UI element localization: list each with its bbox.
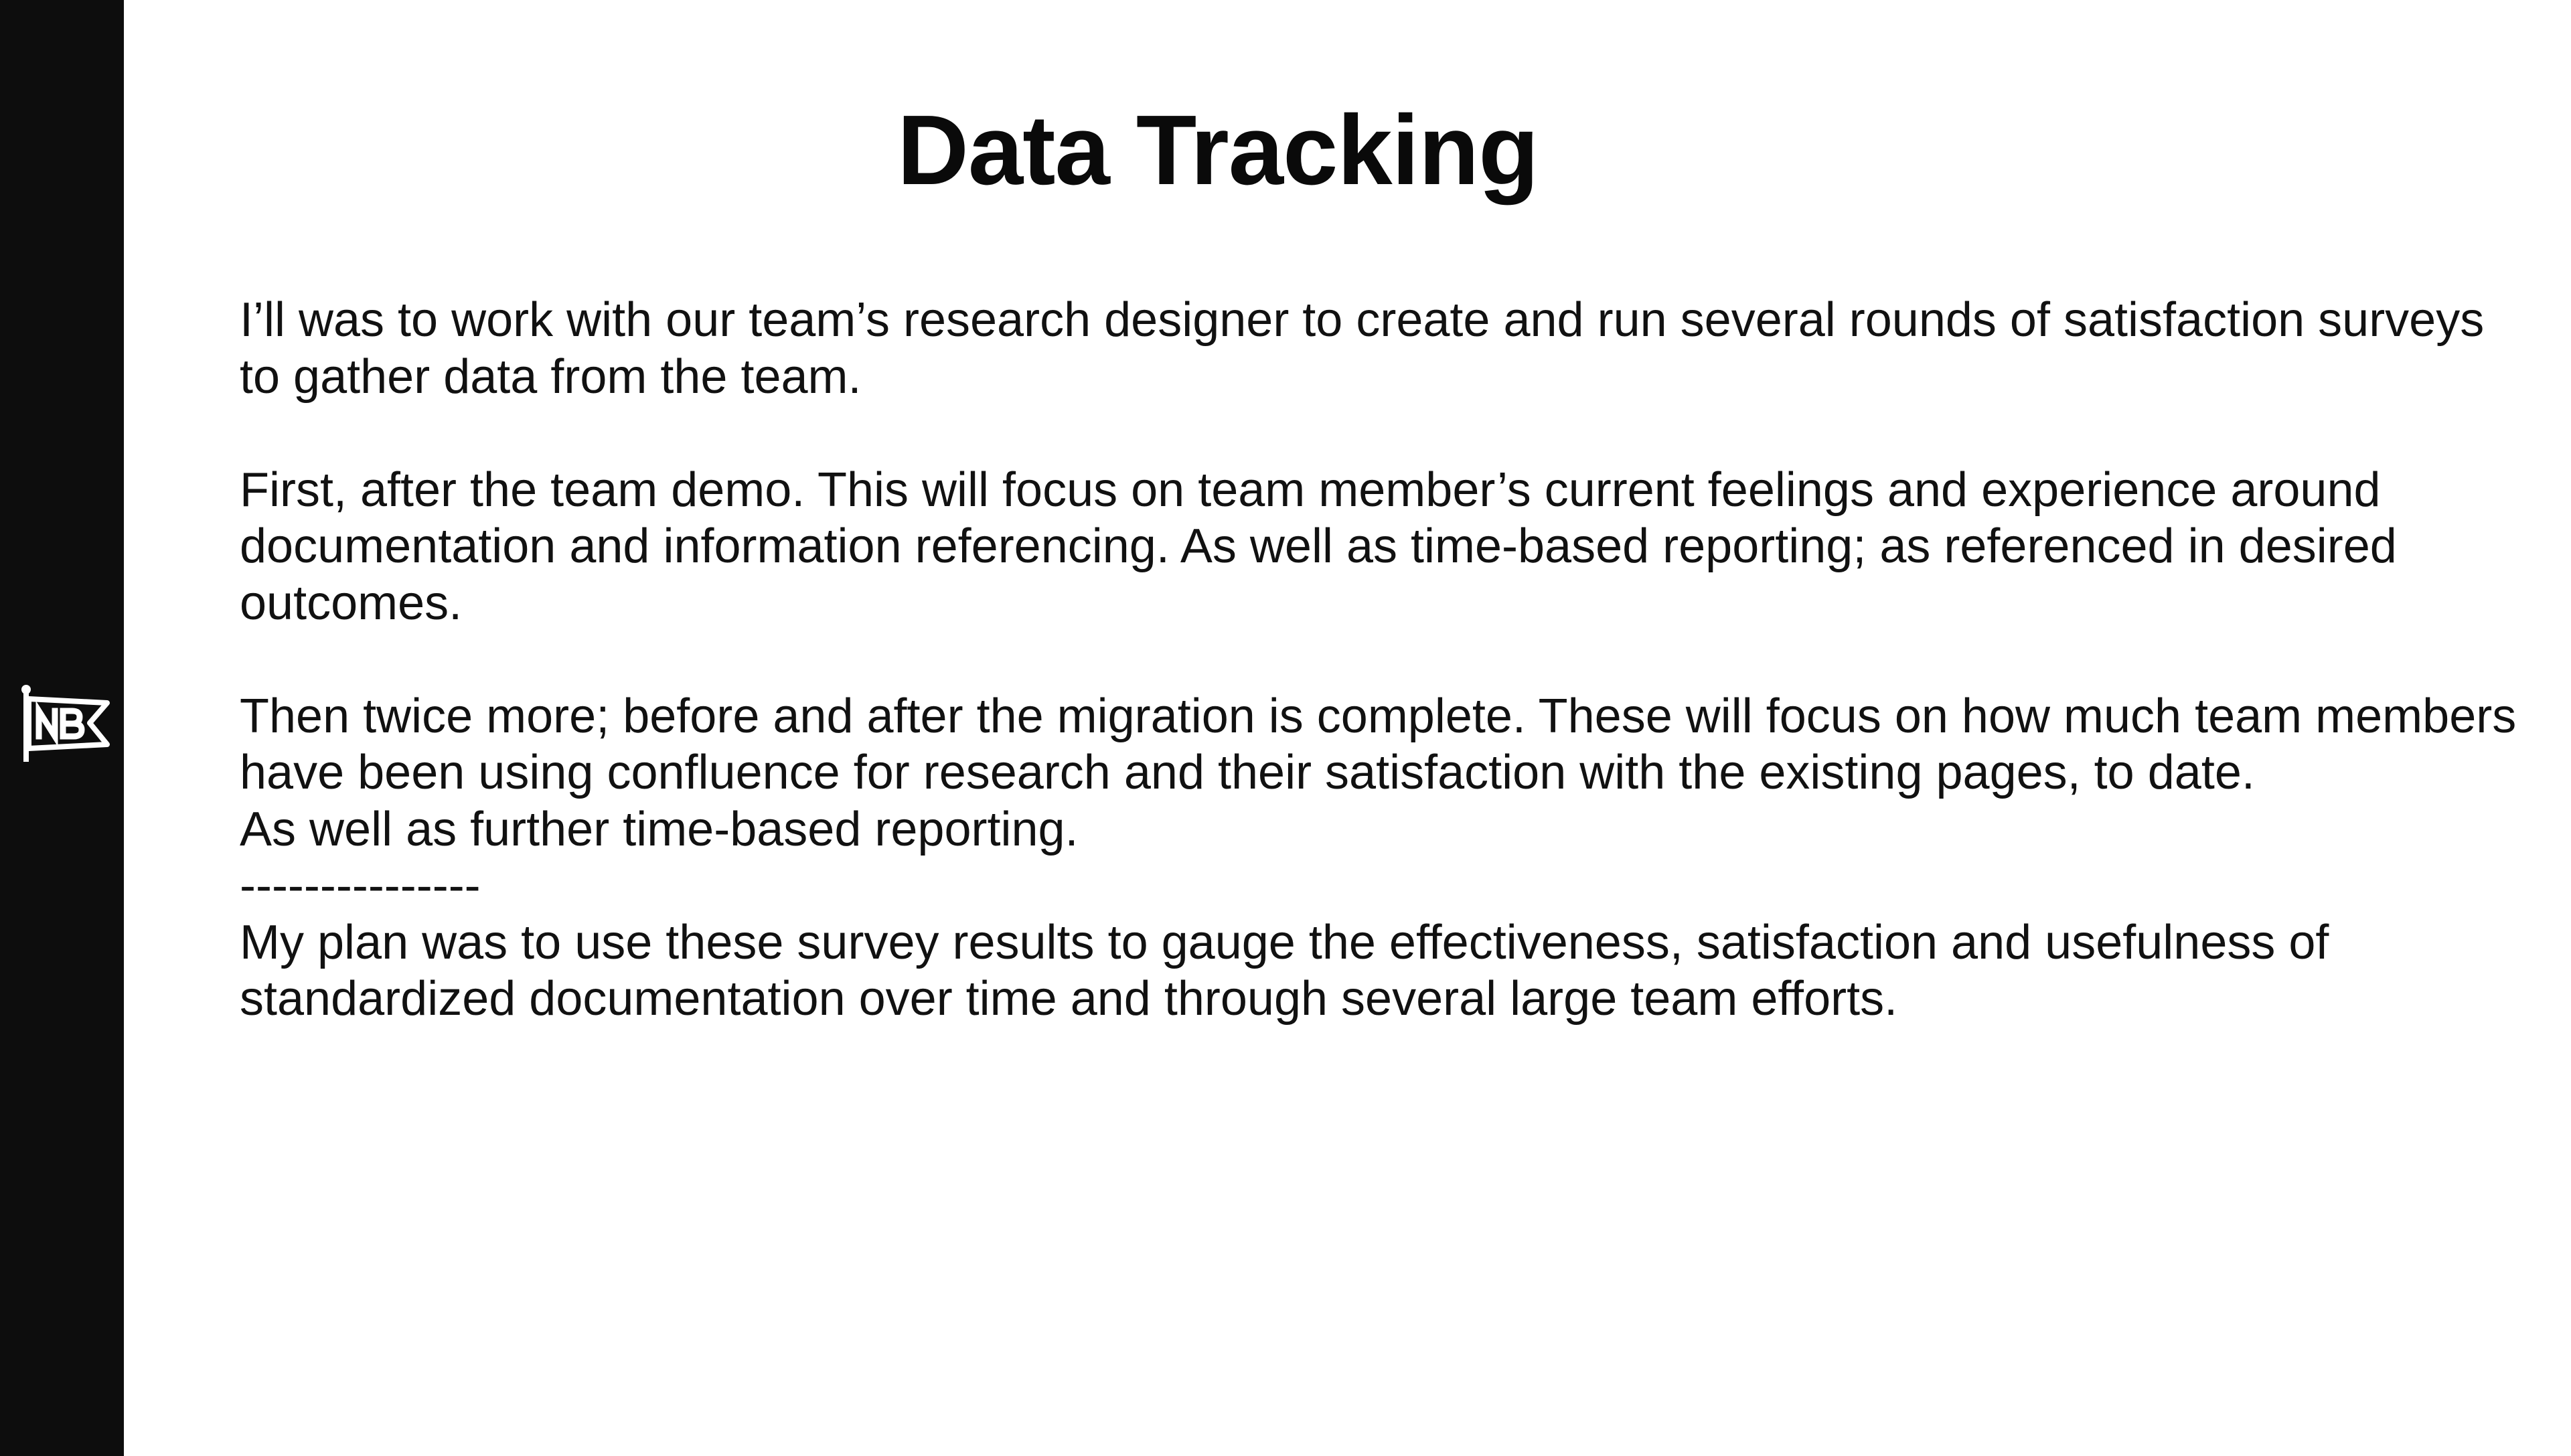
paragraph-spacer xyxy=(240,631,2503,688)
then-line-1: Then twice more; before and after the migration is complete. These will focus on how much team members xyxy=(240,689,2517,743)
plan-line-2: standardized documentation over time and through several large team efforts. xyxy=(240,972,1898,1026)
slide-title: Data Tracking xyxy=(897,95,1539,206)
first-line-2: documentation and information referencing. As well as time-based reporting; as referenced in desired xyxy=(240,519,2397,573)
slide-body xyxy=(240,292,2517,1028)
nb-flag-logo-icon xyxy=(15,683,112,763)
intro-line-1: I’ll was to work with our team’s research designer to create and run several rounds of satisfaction surveys xyxy=(240,293,2485,347)
then-line-2: have been using confluence for research and their satisfaction with the existing pages, to date. xyxy=(240,746,2255,799)
left-sidebar xyxy=(0,0,124,1456)
text-divider: --------------- xyxy=(240,859,481,912)
then-line-3: As well as further time-based reporting. xyxy=(240,802,1079,856)
first-line-1: First, after the team demo. This will focus on team member’s current feelings and experience around xyxy=(240,463,2381,517)
plan-line-1: My plan was to use these survey results to gauge the effectiveness, satisfaction and usefulness of xyxy=(240,915,2329,969)
paragraph-spacer xyxy=(240,405,2503,462)
intro-line-2: to gather data from the team. xyxy=(240,349,862,404)
first-line-3: outcomes. xyxy=(240,576,463,630)
